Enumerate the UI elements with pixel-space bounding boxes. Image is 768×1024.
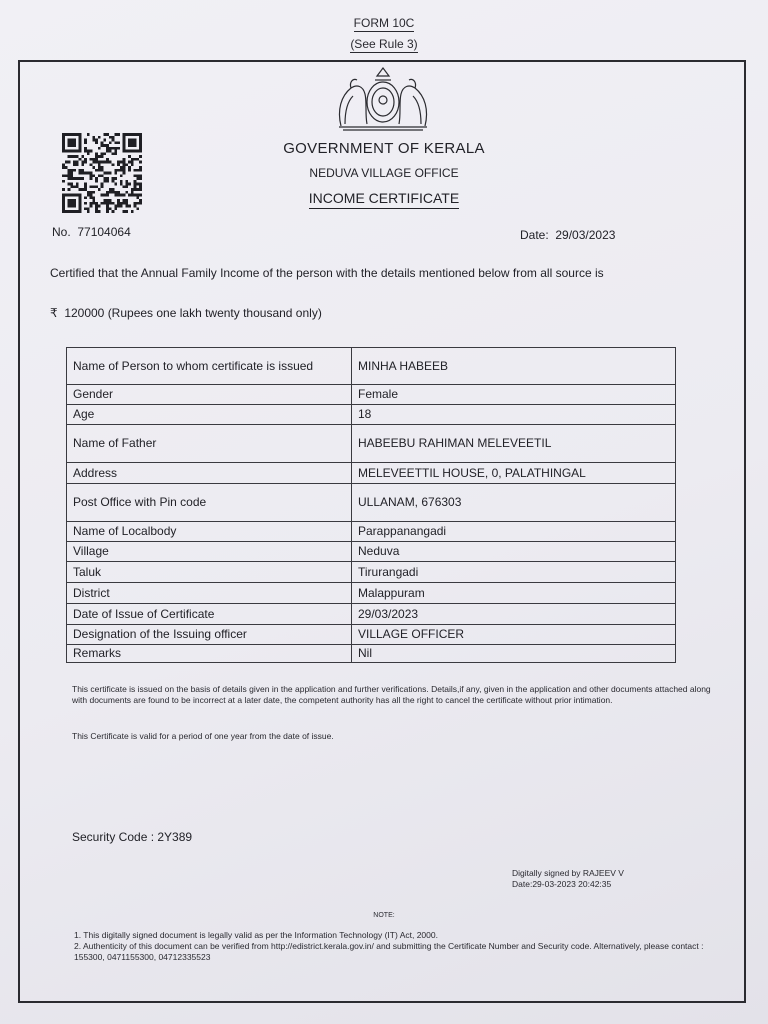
table-row <box>67 348 676 385</box>
income-statement: Certified that the Annual Family Income of the person with the details mentioned below from all source is <box>50 266 604 280</box>
details-table <box>66 347 676 663</box>
table-row <box>67 645 676 663</box>
row-label: Post Office with Pin code <box>67 484 352 522</box>
row-label: Age <box>67 405 352 425</box>
row-value: MINHA HABEEB <box>352 348 676 385</box>
row-label: Name of Father <box>67 425 352 463</box>
row-label: District <box>67 583 352 604</box>
row-value: Tirurangadi <box>352 562 676 583</box>
table-row <box>67 583 676 604</box>
table-row <box>67 604 676 625</box>
row-label: Name of Localbody <box>67 522 352 542</box>
rupee-symbol: ₹ <box>50 306 58 320</box>
table-row <box>67 522 676 542</box>
disclaimer-text: This certificate is issued on the basis of details given in the application and further verifications. Details,if any, given in the application and other documents attached along with documents are found to be incorrect at a later date, the competent authority has all the right to cancel the certificate without prior intimation. <box>72 684 711 705</box>
row-value: Parappanangadi <box>352 522 676 542</box>
certificate-date: Date: 29/03/2023 <box>520 228 616 242</box>
row-value: HABEEBU RAHIMAN MELEVEETIL <box>352 425 676 463</box>
row-value: Neduva <box>352 542 676 562</box>
form-number: FORM 10C <box>353 16 415 30</box>
row-label: Designation of the Issuing officer <box>67 625 352 645</box>
row-value: Female <box>352 385 676 405</box>
table-row <box>67 405 676 425</box>
row-value: MELEVEETTIL HOUSE, 0, PALATHINGAL <box>352 463 676 484</box>
row-value: VILLAGE OFFICER <box>352 625 676 645</box>
note-title: NOTE: <box>373 912 395 919</box>
note-list <box>74 930 704 963</box>
table-row <box>67 562 676 583</box>
validity-text: This Certificate is valid for a period of one year from the date of issue. <box>72 731 334 741</box>
office-name: NEDUVA VILLAGE OFFICE <box>309 166 459 180</box>
row-label: Date of Issue of Certificate <box>67 604 352 625</box>
table-row <box>67 463 676 484</box>
certificate-title: INCOME CERTIFICATE <box>0 190 768 206</box>
row-value: ULLANAM, 676303 <box>352 484 676 522</box>
form-rule: (See Rule 3) <box>350 37 418 51</box>
row-label: Taluk <box>67 562 352 583</box>
state-emblem-icon <box>331 64 435 132</box>
table-row <box>67 484 676 522</box>
table-row <box>67 385 676 405</box>
row-value: 18 <box>352 405 676 425</box>
digital-signature-line: Digitally signed by RAJEEV V <box>512 868 624 878</box>
row-label: Village <box>67 542 352 562</box>
note-item: 1. This digitally signed document is legally valid as per the Information Technology (IT) Act, 2000. <box>74 930 438 940</box>
row-label: Remarks <box>67 645 352 663</box>
table-row <box>67 542 676 562</box>
row-label: Address <box>67 463 352 484</box>
table-row <box>67 625 676 645</box>
row-value: Malappuram <box>352 583 676 604</box>
row-label: Name of Person to whom certificate is issued <box>67 348 352 385</box>
security-code: Security Code : 2Y389 <box>72 830 193 844</box>
table-row <box>67 425 676 463</box>
row-value: 29/03/2023 <box>352 604 676 625</box>
certificate-number: No. 77104064 <box>52 225 131 239</box>
row-value: Nil <box>352 645 676 663</box>
income-amount: ₹ 120000 (Rupees one lakh twenty thousand only) <box>50 306 322 320</box>
row-label: Gender <box>67 385 352 405</box>
note-item: 2. Authenticity of this document can be verified from http://edistrict.kerala.gov.in/ and submitting the Certificate Number and Security code. Alternatively, please contact : 155300, 0471155300, 04712335523 <box>74 941 704 962</box>
digital-signature-date: Date:29-03-2023 20:42:35 <box>512 879 612 889</box>
government-title: GOVERNMENT OF KERALA <box>283 140 485 157</box>
